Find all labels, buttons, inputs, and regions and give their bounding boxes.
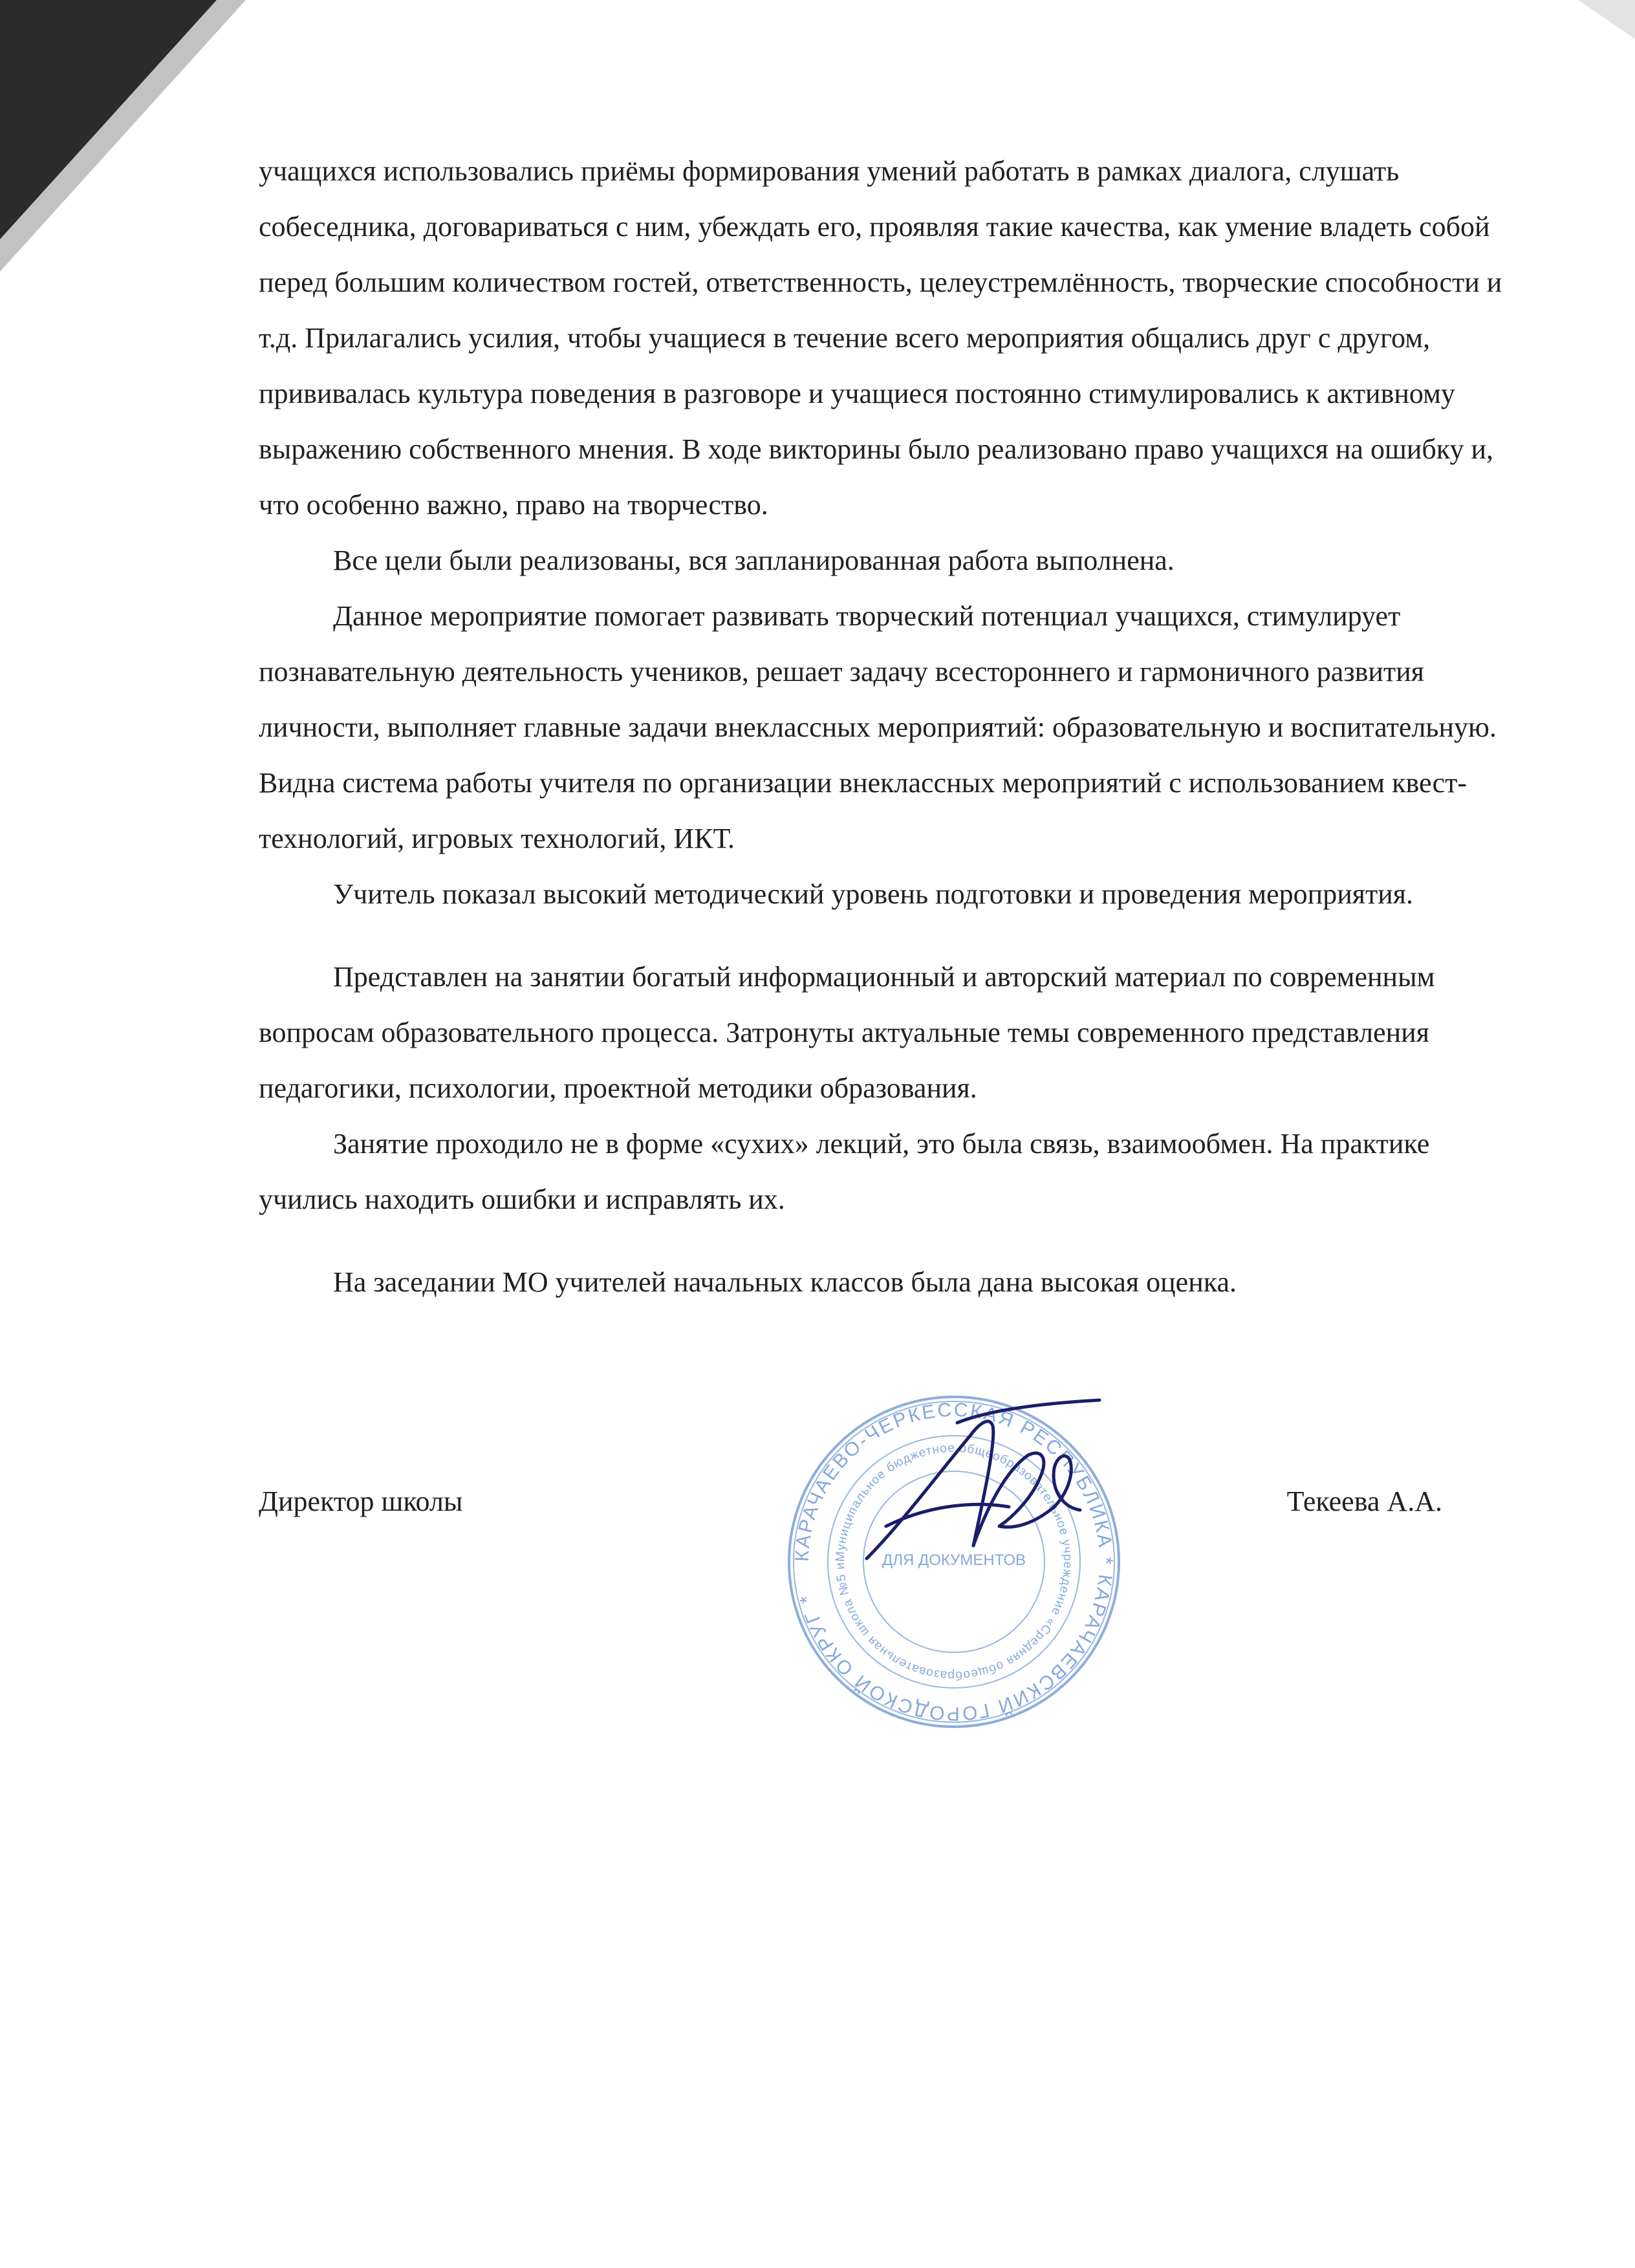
- signature-block: [259, 1485, 1526, 1537]
- paragraph-2: Все цели были реализованы, вся запланированная работа выполнена.: [333, 545, 1175, 576]
- paragraph-1: учащихся использовались приёмы формирования умений работать в рамках диалога, слушать собеседника, договариваться с ним, убеждать его, проявляя такие качества, как умение владеть собой перед большим количеством гостей, ответственность, целеустремлённость, творческие способности и т.д. Прилагались усилия, чтобы учащиеся в течение всего мероприятия общались друг с другом, прививалась культура поведения в разговоре и учащиеся постоянно стимулировались к активному выражению собственного мнения. В ходе викторины было реализовано право учащихся на ошибку и, что особенно важно, право на творчество.: [259, 155, 1502, 521]
- document-body: [259, 144, 1526, 1310]
- paragraph-7: На заседании МО учителей начальных классов была дана высокая оценка.: [333, 1266, 1237, 1298]
- paragraph-4: Учитель показал высокий методический уровень подготовки и проведения мероприятия.: [333, 878, 1414, 910]
- stamp-outer-text: КАРАЧАЕВО-ЧЕРКЕССКАЯ РЕСПУБЛИКА * КАРАЧАЕВСКИЙ ГОРОДСКОЙ ОКРУГ *: [791, 1399, 1117, 1725]
- paragraph-6: Занятие проходило не в форме «сухих» лекций, это была связь, взаимообмен. На практике учились находить ошибки и исправлять их.: [259, 1128, 1430, 1215]
- paragraph-5: Представлен на занятии богатый информационный и авторский материал по современным вопросам образовательного процесса. Затронуты актуальные темы современного представления педагогики, психологии, проектной методики образования.: [259, 961, 1435, 1104]
- stamp-center-text: ДЛЯ ДОКУМЕНТОВ: [882, 1551, 1026, 1569]
- position-title: Директор школы: [259, 1485, 463, 1517]
- signer-name: Текеева А.А.: [1286, 1485, 1442, 1517]
- paragraph-3: Данное мероприятие помогает развивать творческий потенциал учащихся, стимулирует познавательную деятельность учеников, решает задачу всестороннего и гармоничного развития личности, выполняет главные задачи внеклассных мероприятий: образовательную и воспитательную. Видна система работы учителя по организации внеклассных мероприятий с использованием квест-технологий, игровых технологий, ИКТ.: [259, 600, 1497, 854]
- stamp-inner-text: Муниципальное бюджетное общеобразовательное учреждение «Средняя общеобразовательная школа №5 и: [833, 1441, 1075, 1683]
